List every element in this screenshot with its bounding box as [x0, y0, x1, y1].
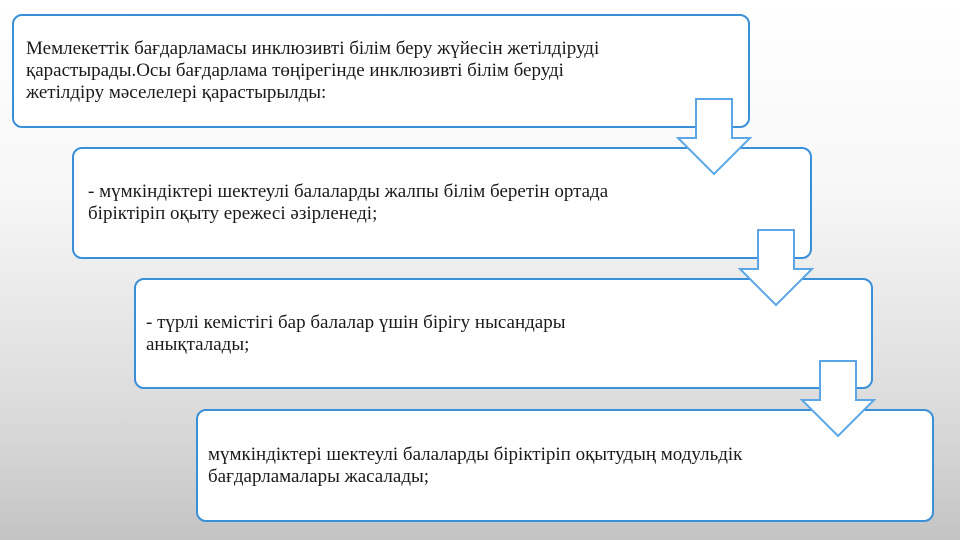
down-arrow-icon-3: [800, 360, 876, 438]
arrow-shape-3: [802, 361, 874, 436]
step-2-text: - мүмкіндіктері шектеулі балаларды жалпы білім беретін ортада біріктіріп оқыту ережесі әзірленеді;: [88, 181, 609, 224]
arrow-shape-2: [740, 230, 812, 305]
step-box-1: [12, 14, 750, 128]
down-arrow-icon-1: [676, 98, 752, 176]
arrow-shape-1: [678, 99, 750, 174]
down-arrow-icon-2: [738, 229, 814, 307]
step-1-text: Мемлекеттік бағдарламасы инклюзивті білім беру жүйесін жетілдіруді қарастырады.Осы бағдарлама төңірегінде инклюзивті білім беруді жетілдіру мәселелері қарастырылды:: [26, 38, 600, 103]
step-3-text: - түрлі кемістігі бар балалар үшін бірігу нысандары анықталады;: [146, 311, 566, 355]
step-4-text: мүмкіндіктері шектеулі балаларды біріктіріп оқытудың модульдік бағдарламалары жасалады;: [208, 443, 743, 487]
